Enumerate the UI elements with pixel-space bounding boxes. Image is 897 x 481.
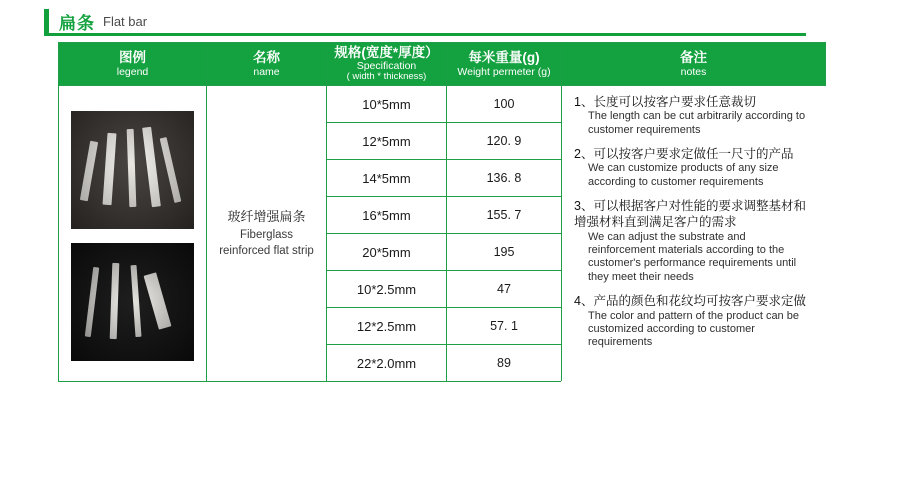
- note-cn: [574, 146, 815, 162]
- note-number: 3、: [574, 199, 594, 214]
- header-specification-en2: ( width * thickness): [346, 71, 427, 83]
- weight-value: 155. 7: [447, 197, 562, 234]
- header-legend-en: legend: [116, 65, 149, 78]
- weight-value: 120. 9: [447, 123, 562, 160]
- note-text-cn: 可以按客户要求定做任一尺寸的产品: [593, 147, 794, 162]
- note-number: 2、: [574, 147, 594, 162]
- product-name-en-line2: reinforced flat strip: [219, 244, 314, 257]
- header-weight: [447, 43, 562, 86]
- weight-value: 195: [447, 234, 562, 271]
- header-name: [207, 43, 327, 86]
- header-weight-en: Weight permeter (g): [457, 65, 551, 78]
- note-item: [574, 146, 815, 189]
- note-text-en: We can adjust the substrate and reinforcement materials according to the customer's performance requirements until they meet their needs: [588, 230, 797, 283]
- weight-value: 89: [447, 345, 562, 382]
- weight-value: 47: [447, 271, 562, 308]
- spec-value: 16*5mm: [327, 197, 447, 234]
- header-specification-en: Specification: [356, 60, 417, 73]
- photo-vignette: [71, 243, 194, 361]
- title-chinese: 扁条: [59, 13, 95, 33]
- header-notes: [562, 43, 826, 86]
- note-text-en: The color and pattern of the product can be customized according to customer requirements: [588, 309, 799, 349]
- product-name-en-line1: Fiberglass: [239, 229, 294, 242]
- header-specification-cn: 规格(宽度*厚度）: [334, 44, 439, 60]
- spec-value: 12*2.5mm: [327, 308, 447, 345]
- table-row: [59, 86, 826, 123]
- spec-value: 14*5mm: [327, 160, 447, 197]
- header-notes-en: notes: [680, 65, 707, 78]
- spec-value: 22*2.0mm: [327, 345, 447, 382]
- product-name-cn: 玻纤增强扁条: [227, 208, 306, 224]
- header-name-cn: 名称: [253, 50, 280, 66]
- note-item: [574, 293, 815, 349]
- product-photo-light: [71, 111, 194, 229]
- table-header-row: [59, 43, 826, 86]
- photo-vignette: [71, 111, 194, 229]
- page-title: [44, 8, 806, 34]
- note-text-cn: 产品的颜色和花纹均可按客户要求定做: [593, 294, 806, 309]
- spec-value: 20*5mm: [327, 234, 447, 271]
- legend-images-cell: [59, 86, 207, 382]
- note-text-cn: 长度可以按客户要求任意裁切: [593, 95, 756, 109]
- product-photo-dark: [71, 243, 194, 361]
- header-notes-cn: 备注: [680, 50, 707, 66]
- note-item: [574, 94, 815, 137]
- note-text-en: We can customize products of any size according to customer requirements: [588, 162, 779, 188]
- title-accent-bar: [44, 9, 49, 33]
- spec-value: 12*5mm: [327, 123, 447, 160]
- notes-cell: [562, 86, 826, 382]
- note-text-cn: 可以根据客户对性能的要求调整基材和增强材料直到满足客户的需求: [574, 199, 806, 230]
- spec-value: 10*2.5mm: [327, 271, 447, 308]
- title-underline: [44, 33, 806, 36]
- note-text-en: The length can be cut arbitrarily according to customer requirements: [588, 110, 806, 136]
- header-weight-cn: 每米重量(g): [468, 50, 540, 66]
- spec-value: 10*5mm: [327, 86, 447, 123]
- weight-value: 136. 8: [447, 160, 562, 197]
- note-number: 4、: [574, 294, 594, 309]
- product-name-cell: [207, 86, 327, 382]
- flat-bar-spec-table: [58, 42, 826, 382]
- header-legend: [59, 43, 207, 86]
- note-item: [574, 198, 815, 284]
- weight-value: 100: [447, 86, 562, 123]
- header-name-en: name: [253, 65, 280, 78]
- header-legend-cn: 图例: [119, 50, 146, 66]
- header-specification: [327, 43, 447, 86]
- weight-value: 57. 1: [447, 308, 562, 345]
- note-cn: [574, 198, 815, 231]
- note-number: 1、: [574, 95, 594, 109]
- title-english: Flat bar: [103, 13, 148, 29]
- note-cn: [574, 293, 815, 309]
- note-cn: [574, 94, 815, 110]
